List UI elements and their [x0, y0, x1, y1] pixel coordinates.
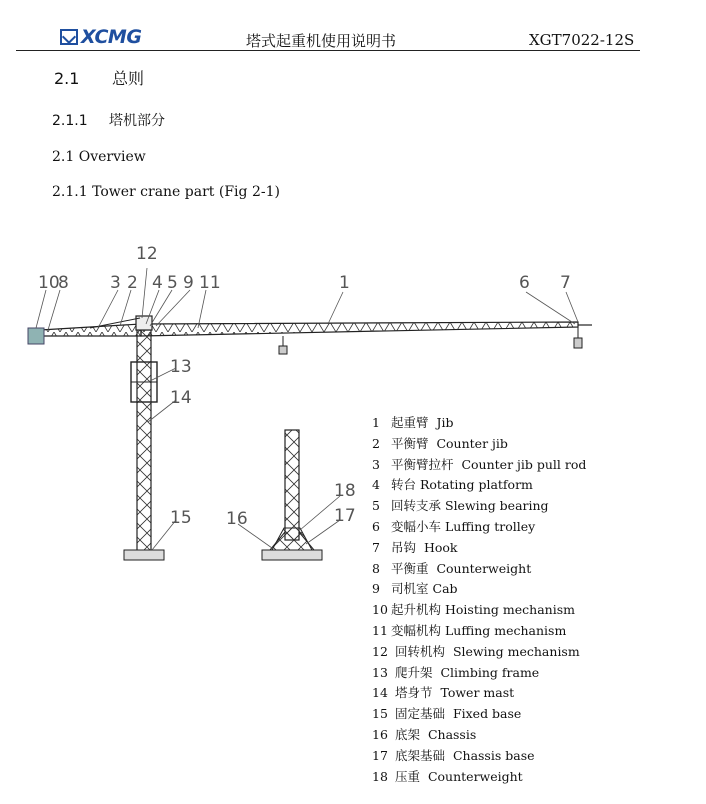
legend-row [372, 517, 586, 538]
label-12: 12 [136, 244, 158, 264]
legend-en: Slewing mechanism [452, 643, 580, 659]
legend-num: 8 [372, 560, 380, 576]
legend-zh: 平衡臂拉杆 [391, 456, 454, 472]
label-13: 13 [170, 357, 192, 377]
legend-zh: 变幅小车 [391, 518, 442, 534]
legend-num: 2 [372, 435, 380, 451]
legend-row [372, 621, 586, 642]
subsection-title: 塔机部分 [109, 113, 165, 129]
label-17: 17 [334, 506, 356, 526]
legend-en: Luffing trolley [445, 518, 536, 534]
legend-row [372, 725, 586, 746]
section-heading-zh [54, 66, 144, 89]
page-header [60, 24, 640, 50]
legend-zh: 压重 [394, 768, 420, 784]
legend-zh: 回转机构 [394, 643, 445, 659]
subsection-heading-zh [52, 110, 165, 130]
component-legend [372, 413, 586, 787]
label-3: 3 [110, 273, 121, 293]
label-11: 11 [199, 273, 221, 293]
legend-num: 3 [372, 456, 380, 472]
model-code: XGT7022-12S [529, 31, 635, 49]
legend-zh: 平衡重 [391, 560, 429, 576]
legend-zh: 转台 [391, 477, 417, 493]
legend-row [372, 413, 586, 434]
section-number: 2.1 [54, 69, 80, 88]
header-divider [16, 50, 640, 51]
legend-row [372, 746, 586, 767]
legend-en: Luffing mechanism [445, 622, 567, 638]
legend-num: 6 [372, 518, 380, 534]
legend-en: Cab [432, 581, 458, 597]
legend-num: 5 [372, 498, 380, 514]
legend-num: 13 [372, 664, 388, 680]
legend-zh: 爬升架 [394, 664, 433, 680]
label-16: 16 [226, 509, 248, 529]
tower-crane-figure [0, 232, 706, 572]
legend-zh: 塔身节 [394, 685, 433, 701]
legend-en: Chassis base [452, 747, 535, 763]
label-14: 14 [170, 388, 192, 408]
section-title: 总则 [112, 69, 145, 88]
label-4: 4 [152, 273, 163, 293]
jib [141, 322, 592, 336]
legend-num: 12 [372, 643, 388, 659]
logo-text: XCMG [81, 26, 142, 48]
label-7: 7 [560, 273, 571, 293]
legend-en: Hoisting mechanism [445, 602, 575, 618]
legend-row [372, 642, 586, 663]
legend-en: Hook [423, 539, 458, 555]
legend-num: 4 [372, 477, 380, 493]
legend-row [372, 434, 586, 455]
chassis-tower [262, 430, 322, 560]
legend-row [372, 559, 586, 580]
legend-num: 1 [372, 415, 380, 430]
legend-row [372, 704, 586, 725]
legend-en: Counterweight [427, 768, 523, 784]
label-8: 8 [58, 273, 69, 293]
label-6: 6 [519, 273, 530, 293]
legend-num: 17 [372, 747, 388, 763]
xcmg-logo [60, 26, 141, 48]
section-heading-en: 2.1 Overview [52, 149, 146, 165]
legend-num: 9 [372, 581, 380, 597]
legend-row [372, 600, 586, 621]
label-9: 9 [183, 273, 194, 293]
legend-en: Chassis [427, 726, 477, 742]
xcmg-logo-mark-icon [60, 29, 78, 45]
legend-num: 14 [372, 685, 388, 701]
legend-num: 16 [372, 726, 388, 742]
legend-zh: 起重臂 [391, 415, 429, 430]
fixed-base [124, 550, 164, 560]
label-15: 15 [170, 508, 192, 528]
tower-mast [131, 330, 157, 558]
legend-row [372, 475, 586, 496]
legend-row [372, 683, 586, 704]
legend-num: 10 [372, 602, 388, 618]
label-5: 5 [167, 273, 178, 293]
legend-en: Slewing bearing [445, 498, 549, 514]
legend-zh: 底架基础 [394, 747, 445, 763]
legend-row [372, 455, 586, 476]
counter-jib [28, 324, 141, 344]
legend-row [372, 496, 586, 517]
legend-zh: 平衡臂 [391, 435, 429, 451]
label-2: 2 [127, 273, 138, 293]
legend-en: Climbing frame [440, 664, 540, 680]
legend-zh: 起升机构 [391, 602, 442, 618]
legend-en: Counterweight [436, 560, 532, 576]
legend-row [372, 663, 586, 684]
label-1: 1 [339, 273, 350, 293]
legend-en: Tower mast [440, 685, 515, 701]
label-10: 10 [38, 273, 60, 293]
subsection-number: 2.1.1 [52, 113, 88, 129]
legend-row [372, 767, 586, 788]
legend-zh: 变幅机构 [391, 622, 442, 638]
legend-zh: 底架 [394, 726, 420, 742]
legend-en: Counter jib [436, 435, 508, 451]
legend-en: Counter jib pull rod [461, 456, 587, 472]
legend-zh: 吊钩 [391, 539, 417, 555]
legend-en: Jib [436, 415, 454, 430]
legend-row [372, 538, 586, 559]
document-title: 塔式起重机使用说明书 [246, 32, 397, 50]
legend-num: 18 [372, 768, 388, 784]
legend-row [372, 579, 586, 600]
legend-num: 11 [372, 622, 388, 638]
legend-en: Rotating platform [420, 477, 533, 493]
legend-zh: 固定基础 [394, 706, 445, 722]
subsection-heading-en: 2.1.1 Tower crane part (Fig 2-1) [52, 184, 280, 200]
legend-num: 15 [372, 706, 388, 722]
legend-en: Fixed base [452, 706, 522, 722]
legend-zh: 回转支承 [391, 498, 442, 514]
legend-num: 7 [372, 539, 380, 555]
legend-zh: 司机室 [391, 581, 429, 597]
label-18: 18 [334, 481, 356, 501]
